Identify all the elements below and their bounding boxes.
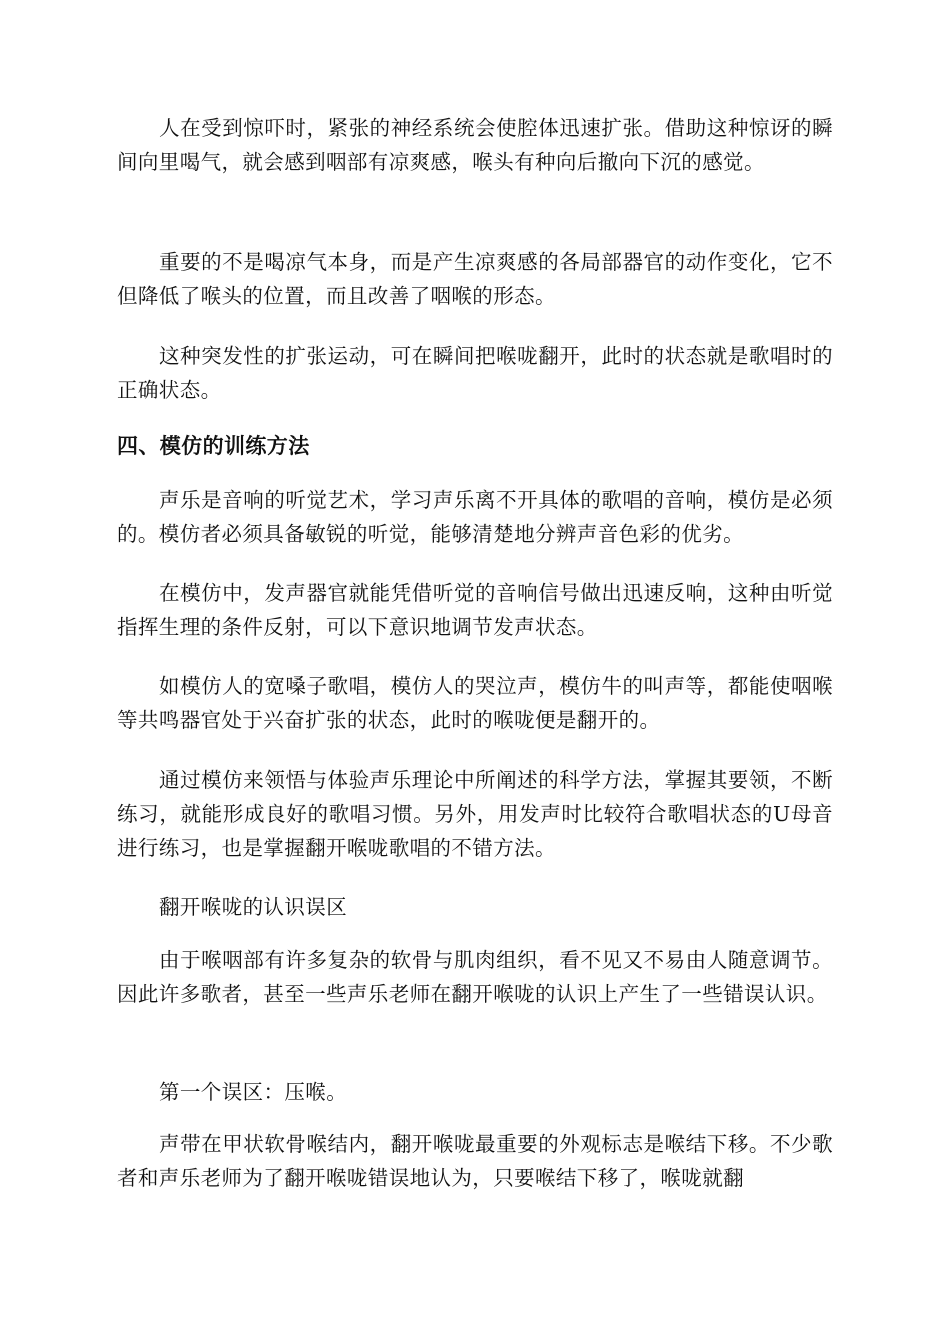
section-heading: 四、模仿的训练方法: [117, 434, 310, 458]
paragraph-cool-air: 重要的不是喝凉气本身，而是产生凉爽感的各局部器官的动作变化，它不但降低了喉头的位置，而且改善了咽喉的形态。: [117, 250, 833, 308]
paragraph-larynx-position: 声带在甲状软骨喉结内，翻开喉咙最重要的外观标志是喉结下移。不少歌者和声乐老师为了翻开喉咙错误地认为，只要喉结下移了，喉咙就翻: [117, 1132, 833, 1190]
paragraph-imitation-reflex: 在模仿中，发声器官就能凭借听觉的音响信号做出迅速反响，这种由听觉指挥生理的条件反射，可以下意识地调节发声状态。: [117, 581, 833, 639]
paragraph-imitation-intro: 声乐是音响的听觉艺术，学习声乐离不开具体的歌唱的音响，模仿是必须的。模仿者必须具备敏锐的听觉，能够清楚地分辨声音色彩的优劣。: [117, 488, 833, 546]
paragraph-imitation-examples: 如模仿人的宽嗓子歌唱，模仿人的哭泣声，模仿牛的叫声等，都能使咽喉等共鸣器官处于兴奋扩张的状态，此时的喉咙便是翻开的。: [117, 674, 833, 732]
paragraph-first-misconception: 第一个误区：压喉。: [159, 1080, 348, 1104]
paragraph-sudden-expansion: 这种突发性的扩张运动，可在瞬间把喉咙翻开，此时的状态就是歌唱时的正确状态。: [117, 344, 833, 402]
paragraph-startle-inhale: 人在受到惊吓时，紧张的神经系统会使腔体迅速扩张。借助这种惊讶的瞬间向里喝气，就会感到咽部有凉爽感，喉头有种向后撤向下沉的感觉。: [117, 116, 833, 174]
subheading-misconceptions: 翻开喉咙的认识误区: [159, 895, 348, 919]
paragraph-misconception-cause: 由于喉咽部有许多复杂的软骨与肌肉组织，看不见又不易由人随意调节。因此许多歌者，甚至一些声乐老师在翻开喉咙的认识上产生了一些错误认识。: [117, 948, 833, 1006]
paragraph-imitation-method: 通过模仿来领悟与体验声乐理论中所阐述的科学方法，掌握其要领，不断练习，就能形成良好的歌唱习惯。另外，用发声时比较符合歌唱状态的U母音进行练习，也是掌握翻开喉咙歌唱的不错方法。: [117, 768, 833, 860]
